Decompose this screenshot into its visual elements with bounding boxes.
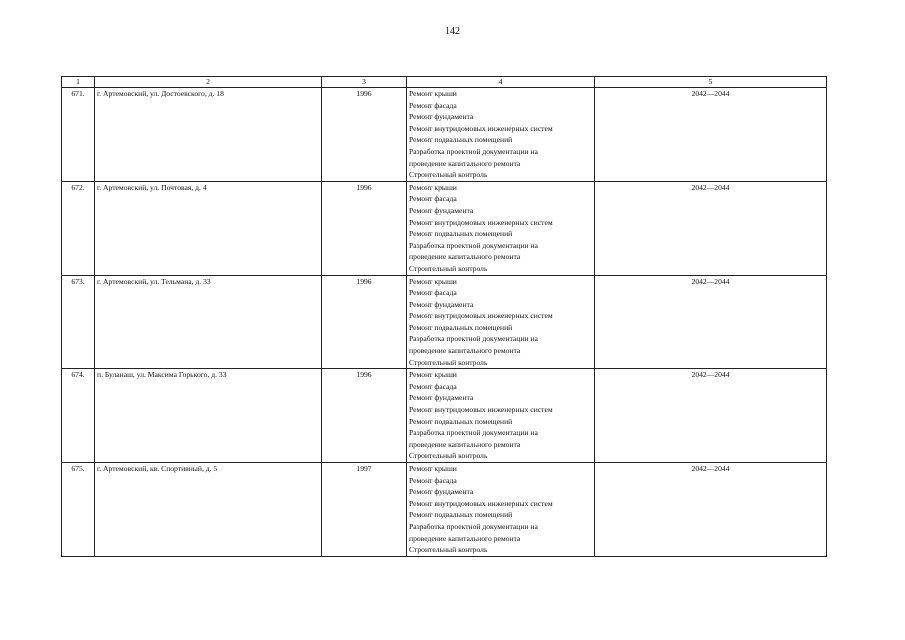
work-item: Ремонт фундамента bbox=[409, 393, 474, 403]
work-item: Ремонт подвальных помещений bbox=[409, 229, 513, 239]
work-item: Ремонт внутридомовых инженерных систем bbox=[409, 123, 553, 133]
year-cell: 1996 bbox=[322, 181, 407, 275]
work-item: Ремонт подвальных помещений bbox=[409, 322, 513, 332]
work-item: Ремонт внутридомовых инженерных систем bbox=[409, 405, 553, 415]
address-cell: г. Артемовский, ул. Достоевского, д. 18 bbox=[95, 88, 322, 182]
work-item: Ремонт фундамента bbox=[409, 205, 474, 215]
row-number-cell: 675. bbox=[62, 463, 95, 557]
work-item: Ремонт крыши bbox=[409, 276, 457, 286]
work-item: Ремонт внутридомовых инженерных систем bbox=[409, 217, 553, 227]
works-cell bbox=[407, 181, 595, 275]
table-header-row bbox=[62, 77, 827, 88]
column-header-3: 3 bbox=[322, 77, 407, 88]
works-cell bbox=[407, 463, 595, 557]
works-cell bbox=[407, 369, 595, 463]
work-item: Ремонт внутридомовых инженерных систем bbox=[409, 498, 553, 508]
period-cell: 2042—2044 bbox=[595, 369, 827, 463]
work-item: Строительный контроль bbox=[409, 263, 488, 273]
work-item: Разработка проектной документации на bbox=[409, 521, 538, 531]
work-item: Строительный контроль bbox=[409, 451, 488, 461]
work-item: проведение капитального ремонта bbox=[409, 533, 521, 543]
year-cell: 1996 bbox=[322, 275, 407, 369]
table-row bbox=[62, 463, 827, 557]
year-cell: 1996 bbox=[322, 369, 407, 463]
row-number-cell: 673. bbox=[62, 275, 95, 369]
work-item: Ремонт крыши bbox=[409, 464, 457, 473]
column-header-1: 1 bbox=[62, 77, 95, 88]
work-item: Ремонт фасада bbox=[409, 100, 457, 110]
work-item: Ремонт фасада bbox=[409, 381, 457, 391]
table-row bbox=[62, 369, 827, 463]
address-cell: г. Артемовский, кв. Спортивный, д. 5 bbox=[95, 463, 322, 557]
works-cell bbox=[407, 88, 595, 182]
column-header-5: 5 bbox=[595, 77, 827, 88]
work-item: Разработка проектной документации на bbox=[409, 428, 538, 438]
work-item: Строительный контроль bbox=[409, 170, 488, 180]
work-item: Ремонт подвальных помещений bbox=[409, 510, 513, 520]
column-header-4: 4 bbox=[407, 77, 595, 88]
work-item: Ремонт подвальных помещений bbox=[409, 416, 513, 426]
work-item: Разработка проектной документации на bbox=[409, 334, 538, 344]
work-item: Ремонт фасада bbox=[409, 194, 457, 204]
work-item: Разработка проектной документации на bbox=[409, 240, 538, 250]
year-cell: 1996 bbox=[322, 88, 407, 182]
table-row bbox=[62, 181, 827, 275]
work-item: проведение капитального ремонта bbox=[409, 346, 521, 356]
address-cell: г. Артемовский, ул. Почтовая, д. 4 bbox=[95, 181, 322, 275]
row-number-cell: 671. bbox=[62, 88, 95, 182]
work-item: Ремонт внутридомовых инженерных систем bbox=[409, 311, 553, 321]
work-item: проведение капитального ремонта bbox=[409, 439, 521, 449]
period-cell: 2042—2044 bbox=[595, 275, 827, 369]
work-item: Ремонт фундамента bbox=[409, 299, 474, 309]
work-item: Ремонт крыши bbox=[409, 370, 457, 380]
work-item: Строительный контроль bbox=[409, 357, 488, 367]
work-item: Ремонт крыши bbox=[409, 89, 457, 98]
year-cell: 1997 bbox=[322, 463, 407, 557]
period-cell: 2042—2044 bbox=[595, 88, 827, 182]
work-item: Ремонт фундамента bbox=[409, 112, 474, 122]
work-item: Ремонт крыши bbox=[409, 182, 457, 192]
table-row bbox=[62, 275, 827, 369]
work-item: Разработка проектной документации на bbox=[409, 146, 538, 156]
work-item: Ремонт фасада bbox=[409, 475, 457, 485]
work-item: Строительный контроль bbox=[409, 545, 488, 555]
row-number-cell: 672. bbox=[62, 181, 95, 275]
works-cell bbox=[407, 275, 595, 369]
work-item: проведение капитального ремонта bbox=[409, 158, 521, 168]
column-header-2: 2 bbox=[95, 77, 322, 88]
address-cell: г. Артемовский, ул. Тельмана, д. 33 bbox=[95, 275, 322, 369]
table-row bbox=[62, 88, 827, 182]
work-item: Ремонт фундамента bbox=[409, 487, 474, 497]
work-item: Ремонт фасада bbox=[409, 288, 457, 298]
period-cell: 2042—2044 bbox=[595, 181, 827, 275]
work-item: проведение капитального ремонта bbox=[409, 252, 521, 262]
period-cell: 2042—2044 bbox=[595, 463, 827, 557]
work-item: Ремонт подвальных помещений bbox=[409, 135, 513, 145]
table-body bbox=[62, 88, 827, 557]
row-number-cell: 674. bbox=[62, 369, 95, 463]
page-number: 142 bbox=[445, 26, 460, 37]
address-cell: п. Буланаш, ул. Максима Горького, д. 33 bbox=[95, 369, 322, 463]
capital-repair-table bbox=[61, 76, 827, 557]
